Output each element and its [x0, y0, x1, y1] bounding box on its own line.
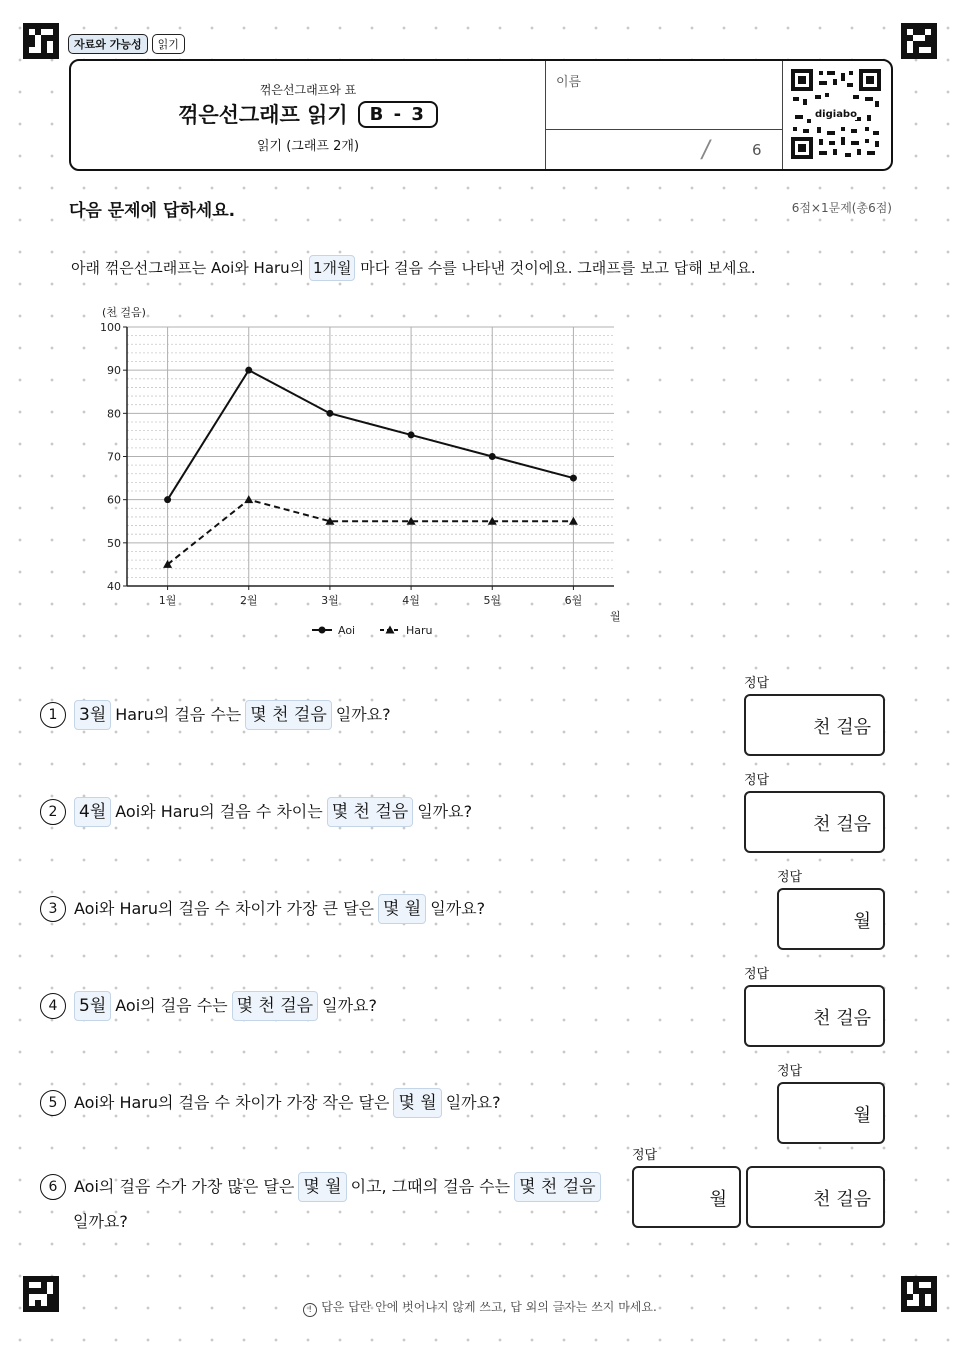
question-text: 이고, 그때의 걸음 수는 [350, 1177, 511, 1196]
score-slash: / [699, 135, 713, 163]
corner-marker-icon [23, 23, 59, 59]
question-highlight: 몇 월 [378, 894, 426, 924]
question-text-line2: 일까요? [73, 1212, 128, 1231]
question-highlight: 몇 월 [393, 1088, 441, 1118]
intro-before: 아래 꺾은선그래프는 Aoi와 Haru의 [71, 259, 309, 277]
question-3 [40, 894, 485, 924]
x-axis-label: 월 [610, 610, 621, 623]
legend-label: Aoi [338, 624, 356, 637]
answer-box[interactable] [744, 985, 885, 1047]
footer-text: 답은 답란 안에 벗어나지 않게 쓰고, 답 외의 글자는 쓰지 마세요. [321, 1300, 657, 1314]
data-point [245, 367, 252, 374]
category-tags [68, 34, 185, 54]
question-number: 5 [40, 1090, 66, 1116]
line-chart [90, 300, 630, 645]
y-tick-label: 60 [107, 493, 121, 507]
answer-label: 정답 [777, 870, 803, 885]
question-text: Aoi와 Haru의 걸음 수 차이가 가장 작은 달은 [74, 1093, 390, 1112]
name-score-area [545, 61, 783, 169]
data-point [319, 627, 326, 634]
answer-box[interactable] [744, 791, 885, 853]
question-number: 2 [40, 799, 66, 825]
chart-legend [312, 624, 433, 637]
x-tick-label: 6월 [564, 594, 583, 607]
question-text: Aoi의 걸음 수는 [115, 996, 228, 1015]
intro-highlight: 1개월 [309, 255, 356, 281]
tag-category: 자료와 가능성 [68, 34, 148, 54]
y-tick-label: 50 [107, 536, 121, 550]
warning-icon: ! [303, 1303, 317, 1317]
points-info: 6점×1문제(총6점) [791, 201, 892, 215]
page-title: 꺾은선그래프 읽기 [178, 103, 348, 127]
chart-grid [127, 327, 614, 586]
question-text: Aoi의 걸음 수가 가장 많은 달은 [74, 1177, 295, 1196]
name-divider [546, 129, 782, 130]
question-highlight: 5월 [74, 991, 111, 1021]
y-tick-label: 40 [107, 580, 121, 593]
question-text: Aoi와 Haru의 걸음 수 차이는 [115, 802, 323, 821]
question-highlight: 몇 천 걸음 [245, 700, 332, 730]
y-tick-label: 100 [100, 321, 121, 334]
question-text: 일까요? [417, 802, 473, 821]
data-point [386, 626, 395, 634]
answer-box[interactable] [746, 1166, 885, 1228]
answer-box[interactable] [744, 694, 885, 756]
y-tick-label: 80 [107, 407, 121, 421]
data-point [408, 431, 415, 438]
question-number: 6 [40, 1174, 66, 1200]
question-text: 일까요? [445, 1093, 501, 1112]
x-tick-label: 2월 [239, 594, 258, 607]
data-point [164, 496, 171, 503]
qr-code-icon [791, 69, 881, 159]
y-tick-label: 90 [107, 364, 121, 378]
question-text: 일까요? [430, 899, 486, 918]
header-title-row [71, 99, 545, 129]
x-tick-label: 1월 [158, 594, 177, 607]
y-tick-label: 70 [107, 450, 121, 464]
header-subtitle: 꺾은선그래프와 표 [259, 83, 357, 97]
question-number: 3 [40, 896, 66, 922]
qr-label: digiabo [815, 109, 857, 120]
answer-box[interactable] [632, 1166, 741, 1228]
question-highlight: 4월 [74, 797, 111, 827]
question-highlight: 몇 천 걸음 [232, 991, 319, 1021]
answer-label: 정답 [744, 773, 770, 788]
answer-unit: 월 [853, 1105, 871, 1126]
y-axis-label: (천 걸음) [102, 306, 146, 319]
question-text: 일까요? [335, 705, 391, 724]
data-point [570, 475, 577, 482]
x-tick-label: 4월 [402, 594, 420, 607]
question-highlight: 3월 [74, 700, 111, 730]
question-number: 1 [40, 702, 66, 728]
corner-marker-icon [901, 23, 937, 59]
answer-unit: 월 [853, 911, 871, 932]
question-1 [40, 700, 391, 730]
answer-box[interactable] [777, 888, 885, 950]
answer-box[interactable] [777, 1082, 885, 1144]
answer-label: 정답 [744, 967, 770, 982]
instruction: 다음 문제에 답하세요. [69, 201, 236, 221]
data-point [326, 410, 333, 417]
answer-unit: 천 걸음 [813, 1189, 871, 1210]
question-text: Haru의 걸음 수는 [115, 705, 242, 724]
x-tick-label: 3월 [321, 594, 339, 607]
question-5 [40, 1088, 501, 1118]
question-highlight: 몇 월 [298, 1172, 346, 1202]
answer-unit: 월 [709, 1189, 727, 1210]
answer-unit: 천 걸음 [813, 717, 871, 738]
tag-type: 읽기 [152, 34, 185, 54]
answer-label: 정답 [777, 1064, 803, 1079]
score-total: 6 [752, 141, 762, 159]
level-code-badge: B - 3 [358, 101, 438, 128]
answer-unit: 천 걸음 [813, 814, 871, 835]
question-4 [40, 991, 377, 1021]
answer-label: 정답 [632, 1148, 658, 1163]
question-highlight: 몇 천 걸음 [327, 797, 414, 827]
question-text: Aoi와 Haru의 걸음 수 차이가 가장 큰 달은 [74, 899, 374, 918]
footer-note [0, 1298, 960, 1317]
answer-unit: 천 걸음 [813, 1008, 871, 1029]
question-text: 일까요? [322, 996, 377, 1015]
data-point [489, 453, 496, 460]
answer-label: 정답 [744, 676, 770, 691]
question-2 [40, 797, 472, 827]
intro-text [71, 255, 756, 281]
intro-after: 마다 걸음 수를 나타낸 것이에요. 그래프를 보고 답해 보세요. [355, 259, 756, 277]
legend-label: Haru [406, 624, 433, 637]
header-note: 읽기 (그래프 2개) [256, 139, 360, 154]
name-label: 이름 [556, 75, 582, 90]
worksheet-header [69, 59, 893, 171]
x-tick-label: 5월 [483, 594, 502, 607]
question-6 [40, 1172, 601, 1202]
header-title-area [71, 61, 545, 169]
question-highlight: 몇 천 걸음 [514, 1172, 601, 1202]
question-number: 4 [40, 993, 66, 1019]
